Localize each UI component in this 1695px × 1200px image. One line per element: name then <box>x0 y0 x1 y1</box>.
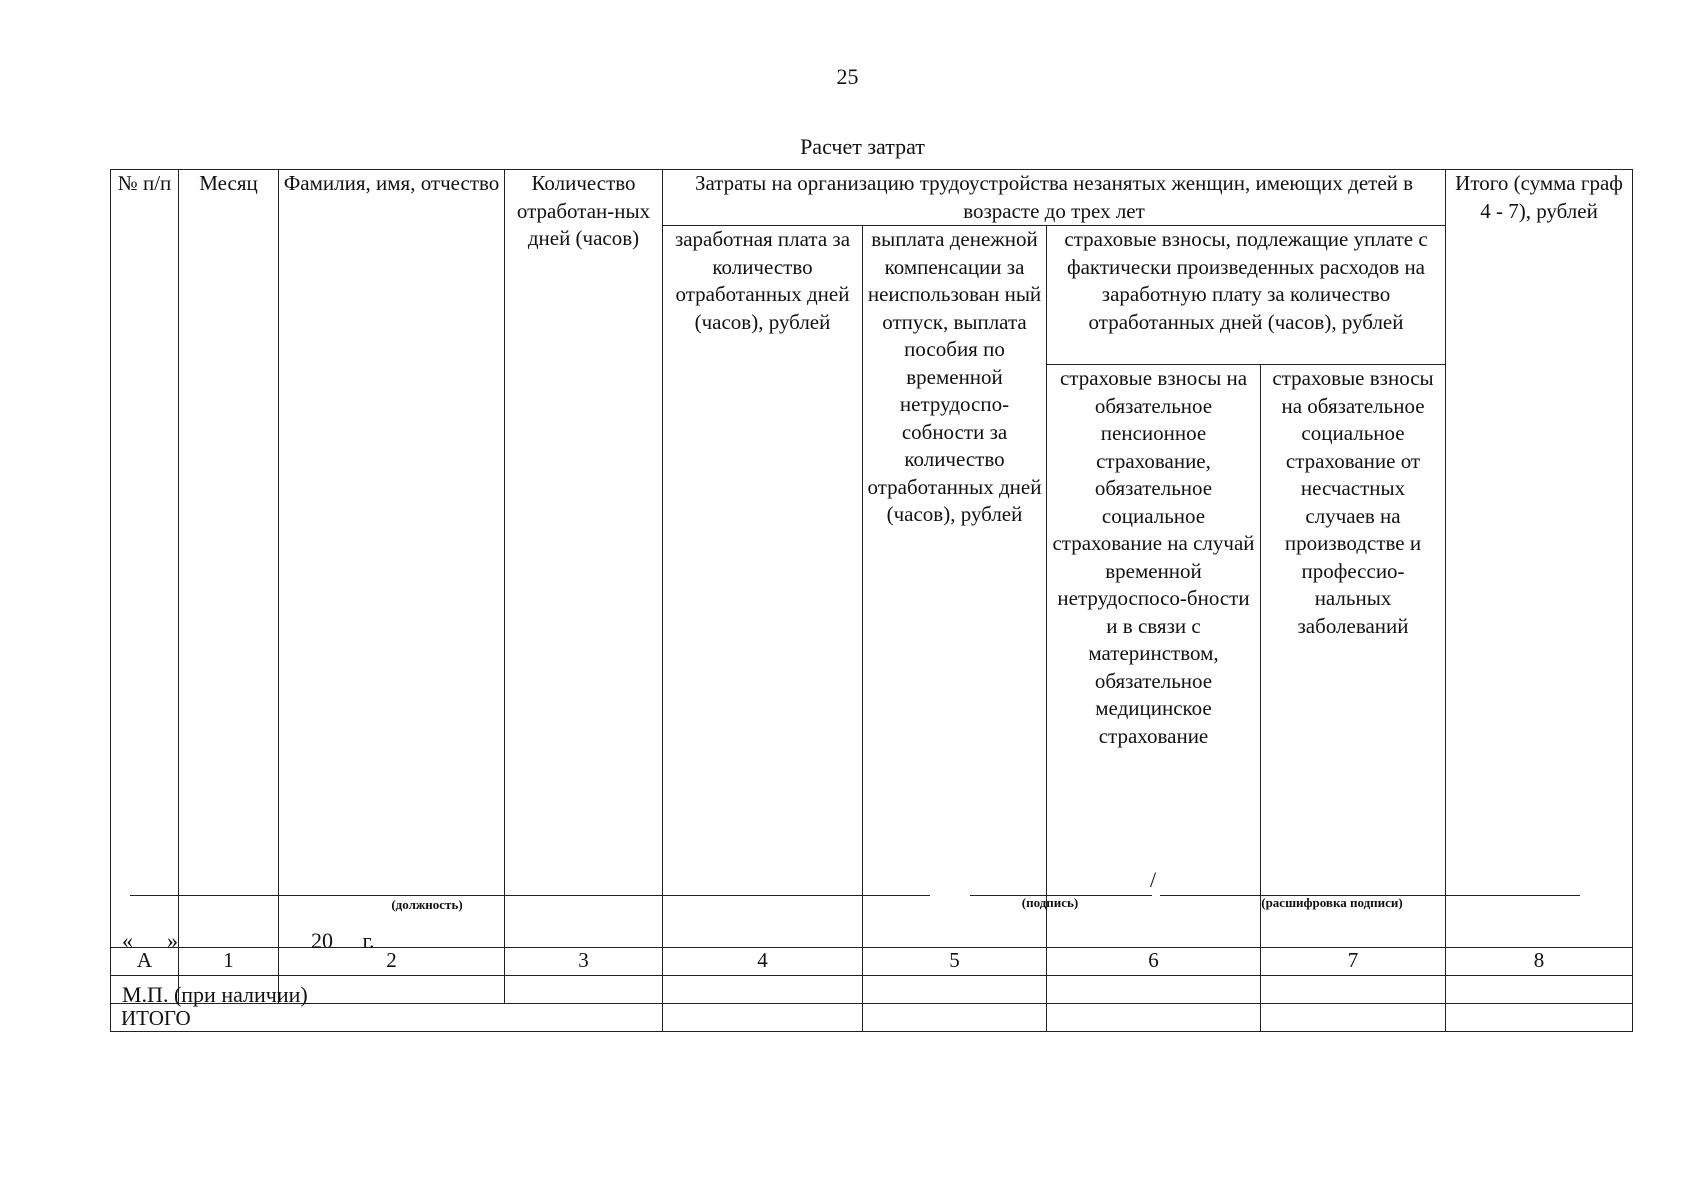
total-cell[interactable] <box>1446 1004 1633 1032</box>
position-caption: (должность) <box>391 897 463 912</box>
header-days: Количество отработан-ных дней (часов) <box>505 170 663 948</box>
header-insurance-group: страховые взносы, подлежащие уплате с фактически произведенных расходов на заработную плату за количество отработанных дней (часов), рублей <box>1047 226 1446 365</box>
column-number: 5 <box>863 948 1047 976</box>
total-row <box>111 1004 1633 1032</box>
document-title: Расчет затрат <box>800 134 925 159</box>
empty-cell[interactable] <box>279 976 505 1004</box>
column-number: 7 <box>1261 948 1446 976</box>
year-prefix: 20 <box>311 928 333 953</box>
column-number: 6 <box>1047 948 1261 976</box>
signature-decode-caption: (расшифровка подписи) <box>1261 895 1403 910</box>
header-total: Итого (сумма граф 4 - 7), рублей <box>1446 170 1633 948</box>
header-costs-group: Затраты на организацию трудоустройства незанятых женщин, имеющих детей в возрасте до трех лет <box>663 170 1446 226</box>
date-line <box>122 928 375 954</box>
column-number: 8 <box>1446 948 1633 976</box>
header-insurance-accident: страховые взносы на обязательное социальное страхование от несчастных случаев на производстве и профессио-нальных заболеваний <box>1261 365 1446 948</box>
position-line[interactable] <box>130 895 930 896</box>
month-blank[interactable] <box>186 929 306 948</box>
empty-cell[interactable] <box>1261 976 1446 1004</box>
table-row <box>111 976 1633 1004</box>
year-blank[interactable] <box>333 929 357 948</box>
column-number: 2 <box>279 948 505 976</box>
empty-cell[interactable] <box>1446 976 1633 1004</box>
empty-cell[interactable] <box>863 976 1047 1004</box>
header-month: Месяц <box>179 170 279 948</box>
header-num: № п/п <box>111 170 179 948</box>
total-label: ИТОГО <box>111 1004 663 1032</box>
header-insurance-pension: страховые взносы на обязательное пенсионное страхование, обязательное социальное страхование на случай временной нетрудоспосо-бности и в связи с материнством, обязательное медицинское страхование <box>1047 365 1261 948</box>
empty-cell[interactable] <box>1047 976 1261 1004</box>
date-close-quote: » <box>167 928 178 953</box>
header-salary: заработная плата за количество отработанных дней (часов), рублей <box>663 226 863 948</box>
page-number: 25 <box>836 64 859 89</box>
total-cell[interactable] <box>1047 1004 1261 1032</box>
total-cell[interactable] <box>1261 1004 1446 1032</box>
signature-caption: (подпись) <box>1021 895 1079 910</box>
year-suffix: г. <box>362 928 375 953</box>
day-blank[interactable] <box>133 929 167 948</box>
total-cell[interactable] <box>663 1004 863 1032</box>
total-cell[interactable] <box>863 1004 1047 1032</box>
column-number: 4 <box>663 948 863 976</box>
signature-slash: / <box>1150 867 1157 892</box>
column-number: 1 <box>179 948 279 976</box>
header-fio: Фамилия, имя, отчество <box>279 170 505 948</box>
header-compensation: выплата денежной компенсации за неиспользован ный отпуск, выплата пособия по временной нетрудоспо-собности за количество отработанных дней (часов), рублей <box>863 226 1047 948</box>
empty-cell[interactable] <box>505 976 663 1004</box>
column-number: 3 <box>505 948 663 976</box>
stamp-note: М.П. (при наличии) <box>122 982 308 1007</box>
date-open-quote: « <box>122 928 133 953</box>
column-number: А <box>111 948 179 976</box>
empty-cell[interactable] <box>663 976 863 1004</box>
